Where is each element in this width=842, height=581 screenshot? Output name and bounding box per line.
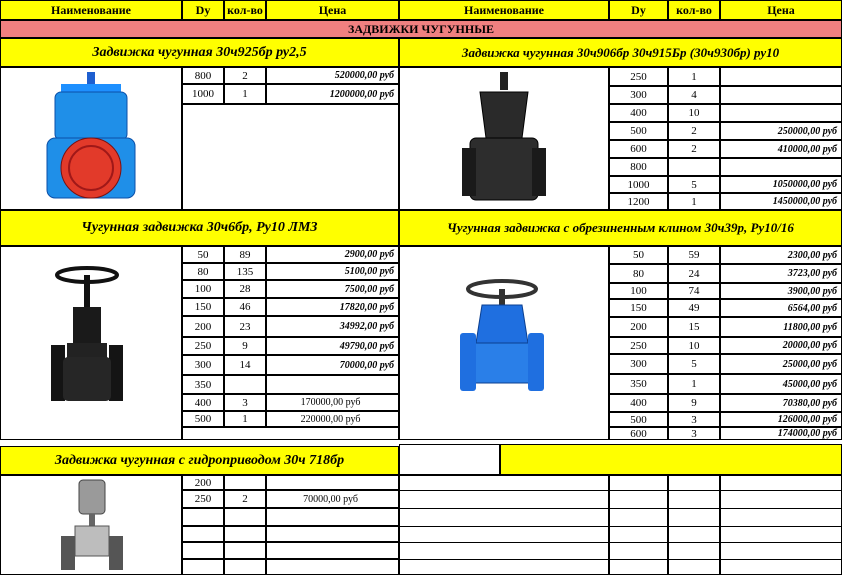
qty-cell: 3 — [224, 394, 266, 411]
qty-cell: 5 — [668, 176, 720, 193]
price-cell — [720, 104, 842, 122]
empty-cell — [182, 526, 224, 542]
price-cell: 25000,00 руб — [720, 354, 842, 374]
qty-cell — [668, 158, 720, 176]
header-price-right: Цена — [720, 0, 842, 20]
qty-cell: 5 — [668, 354, 720, 374]
price-cell: 2300,00 руб — [720, 246, 842, 264]
product-image-cell — [0, 475, 182, 575]
qty-cell: 9 — [224, 337, 266, 355]
dy-cell: 800 — [182, 67, 224, 84]
dy-cell: 500 — [182, 411, 224, 427]
black-gate-valve-icon — [400, 68, 608, 208]
price-cell: 3723,00 руб — [720, 264, 842, 283]
dy-cell: 350 — [609, 374, 668, 394]
price-cell — [266, 375, 399, 394]
product-title: Задвижка чугунная с гидроприводом 30ч 718бр — [0, 446, 399, 475]
qty-cell: 3 — [668, 427, 720, 440]
header-name-right: Наименование — [399, 0, 609, 20]
price-cell: 17820,00 руб — [266, 298, 399, 316]
qty-cell: 59 — [668, 246, 720, 264]
price-cell — [720, 67, 842, 86]
yellow-empty-cell — [500, 444, 842, 475]
price-cell: 126000,00 руб — [720, 412, 842, 427]
product-title: Задвижка чугунная 30ч906бр 30ч915Бр (30ч930бр) ру10 — [399, 38, 842, 67]
product-image-cell — [0, 67, 182, 210]
qty-cell: 10 — [668, 104, 720, 122]
price-cell: 6564,00 руб — [720, 299, 842, 317]
empty-cell — [182, 427, 399, 440]
price-cell: 174000,00 руб — [720, 427, 842, 440]
price-cell: 45000,00 руб — [720, 374, 842, 394]
empty-cell — [224, 526, 266, 542]
dy-cell: 500 — [609, 122, 668, 140]
price-cell: 1450000,00 руб — [720, 193, 842, 210]
qty-cell: 24 — [668, 264, 720, 283]
product-image-cell — [399, 67, 609, 210]
dy-cell: 1000 — [609, 176, 668, 193]
qty-cell: 49 — [668, 299, 720, 317]
price-cell: 49790,00 руб — [266, 337, 399, 355]
price-cell: 7500,00 руб — [266, 280, 399, 298]
qty-cell — [224, 375, 266, 394]
price-cell: 5100,00 руб — [266, 263, 399, 280]
dy-cell: 80 — [182, 263, 224, 280]
price-cell: 2900,00 руб — [266, 246, 399, 263]
dy-cell: 400 — [609, 394, 668, 412]
qty-cell: 4 — [668, 86, 720, 104]
price-cell: 1050000,00 руб — [720, 176, 842, 193]
product-image-cell — [399, 246, 609, 440]
price-cell: 70000,00 руб — [266, 355, 399, 375]
dy-cell: 250 — [182, 490, 224, 508]
dy-cell: 400 — [609, 104, 668, 122]
grid-line — [399, 490, 842, 491]
qty-cell: 74 — [668, 283, 720, 299]
qty-cell: 2 — [224, 490, 266, 508]
dy-cell: 300 — [182, 355, 224, 375]
dy-cell: 250 — [182, 337, 224, 355]
header-qty: кол-во — [224, 0, 266, 20]
dy-cell: 80 — [609, 264, 668, 283]
qty-cell: 2 — [668, 140, 720, 158]
empty-cell — [182, 542, 224, 559]
blue-gate-valve-icon — [1, 68, 181, 208]
qty-cell: 2 — [668, 122, 720, 140]
price-cell: 170000,00 руб — [266, 394, 399, 411]
grid-line — [399, 526, 842, 527]
dy-cell: 200 — [182, 475, 224, 490]
dy-cell: 150 — [609, 299, 668, 317]
empty-cell — [266, 559, 399, 575]
dy-cell: 100 — [609, 283, 668, 299]
dy-cell: 1000 — [182, 84, 224, 104]
grid-line — [399, 542, 842, 543]
category-band: ЗАДВИЖКИ ЧУГУННЫЕ — [0, 20, 842, 38]
qty-cell: 10 — [668, 337, 720, 354]
qty-cell: 23 — [224, 316, 266, 337]
price-cell: 70000,00 руб — [266, 490, 399, 508]
price-cell: 70380,00 руб — [720, 394, 842, 412]
qty-cell: 1 — [224, 84, 266, 104]
dy-cell: 350 — [182, 375, 224, 394]
qty-cell: 1 — [224, 411, 266, 427]
empty-cell — [266, 508, 399, 526]
price-cell: 20000,00 руб — [720, 337, 842, 354]
price-cell: 250000,00 руб — [720, 122, 842, 140]
empty-cell — [182, 559, 224, 575]
dy-cell: 400 — [182, 394, 224, 411]
dy-cell: 250 — [609, 337, 668, 354]
header-dy: Dy — [182, 0, 224, 20]
header-name: Наименование — [0, 0, 182, 20]
price-cell: 220000,00 руб — [266, 411, 399, 427]
empty-cell — [399, 444, 500, 475]
price-cell: 3900,00 руб — [720, 283, 842, 299]
hydraulic-gate-valve-icon — [1, 476, 181, 576]
dy-cell: 500 — [609, 412, 668, 427]
qty-cell: 89 — [224, 246, 266, 263]
qty-cell — [224, 475, 266, 490]
price-cell — [720, 86, 842, 104]
blue-resilient-wedge-valve-icon — [400, 247, 608, 437]
empty-cell — [266, 526, 399, 542]
header-price: Цена — [266, 0, 399, 20]
dy-cell: 600 — [609, 140, 668, 158]
price-cell — [266, 475, 399, 490]
empty-cell — [224, 542, 266, 559]
empty-cell — [182, 508, 224, 526]
price-cell: 34992,00 руб — [266, 316, 399, 337]
header-qty-right: кол-во — [668, 0, 720, 20]
dy-cell: 1200 — [609, 193, 668, 210]
qty-cell: 46 — [224, 298, 266, 316]
dy-cell: 100 — [182, 280, 224, 298]
empty-cell — [224, 508, 266, 526]
qty-cell: 15 — [668, 317, 720, 337]
product-title: Чугунная задвижка 30ч6бр, Ру10 ЛМЗ — [0, 210, 399, 246]
price-cell: 11800,00 руб — [720, 317, 842, 337]
price-cell — [720, 158, 842, 176]
qty-cell: 3 — [668, 412, 720, 427]
price-cell: 1200000,00 руб — [266, 84, 399, 104]
dy-cell: 200 — [182, 316, 224, 337]
qty-cell: 9 — [668, 394, 720, 412]
product-title: Чугунная задвижка с обрезиненным клином 30ч39р, Ру10/16 — [399, 210, 842, 246]
qty-cell: 28 — [224, 280, 266, 298]
dy-cell: 300 — [609, 354, 668, 374]
qty-cell: 2 — [224, 67, 266, 84]
product-title: Задвижка чугунная 30ч925бр ру2,5 — [0, 38, 399, 67]
dy-cell: 300 — [609, 86, 668, 104]
qty-cell: 135 — [224, 263, 266, 280]
product-image-cell — [0, 246, 182, 440]
dy-cell: 250 — [609, 67, 668, 86]
price-cell: 410000,00 руб — [720, 140, 842, 158]
dy-cell: 600 — [609, 427, 668, 440]
grid-line — [399, 508, 842, 509]
price-cell: 520000,00 руб — [266, 67, 399, 84]
dy-cell: 200 — [609, 317, 668, 337]
dy-cell: 150 — [182, 298, 224, 316]
empty-cell — [182, 104, 399, 210]
qty-cell: 1 — [668, 67, 720, 86]
handwheel-gate-valve-icon — [1, 247, 181, 437]
qty-cell: 14 — [224, 355, 266, 375]
grid-line — [399, 559, 842, 560]
dy-cell: 50 — [609, 246, 668, 264]
qty-cell: 1 — [668, 193, 720, 210]
dy-cell: 800 — [609, 158, 668, 176]
empty-cell — [266, 542, 399, 559]
dy-cell: 50 — [182, 246, 224, 263]
empty-cell — [224, 559, 266, 575]
qty-cell: 1 — [668, 374, 720, 394]
header-dy-right: Dy — [609, 0, 668, 20]
